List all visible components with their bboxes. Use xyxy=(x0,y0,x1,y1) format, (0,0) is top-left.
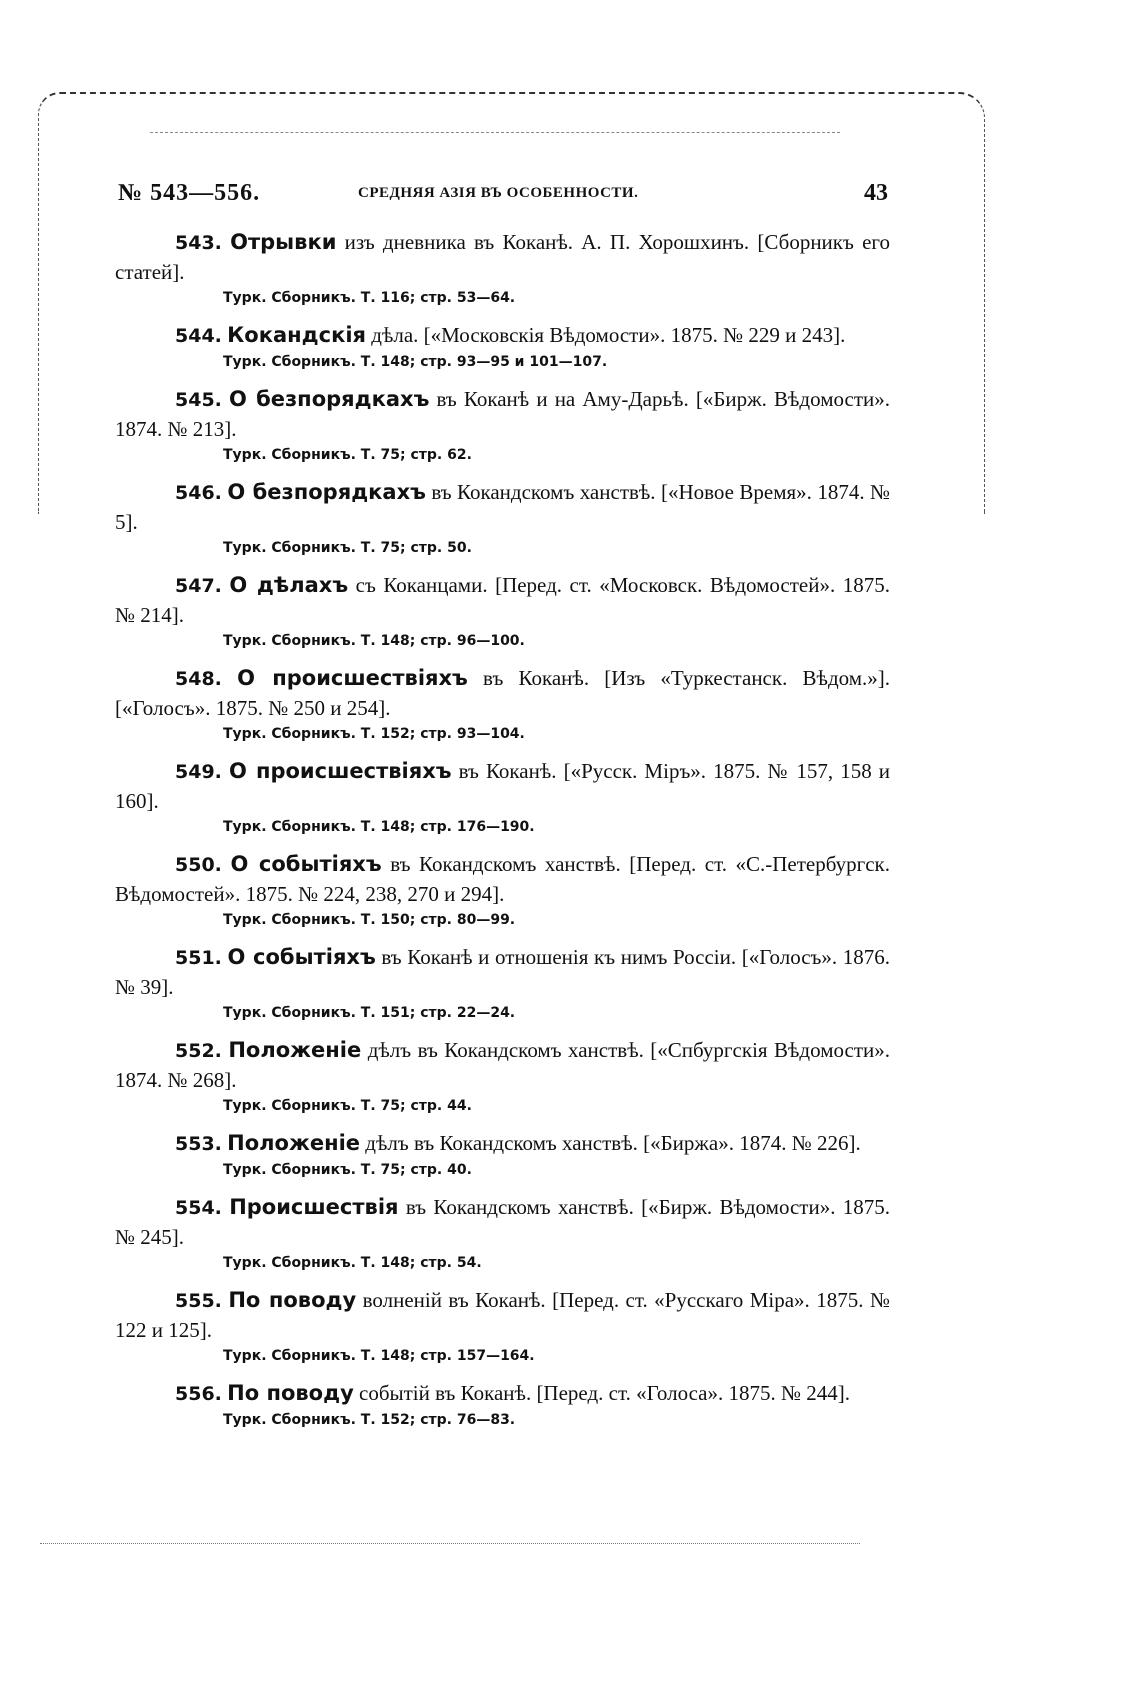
entry-reference: Турк. Сборникъ. Т. 152; стр. 76—83. xyxy=(223,1412,516,1428)
entry-number: 547. xyxy=(175,575,222,597)
bibliography-entry xyxy=(115,757,890,838)
page-number: 43 xyxy=(864,180,888,206)
entry-text xyxy=(115,1193,890,1252)
bibliography-entry xyxy=(115,1286,890,1367)
bibliography-entry xyxy=(115,943,890,1024)
bibliography-entry xyxy=(115,1193,890,1274)
entry-heading: О событіяхъ xyxy=(230,852,382,876)
entry-number: 556. xyxy=(175,1383,222,1405)
entry-description: въ Коканѣ и на Аму-Дарьѣ. [«Бирж. Вѣдомости». 1874. № 213]. xyxy=(115,387,891,441)
entry-reference: Турк. Сборникъ. Т. 151; стр. 22—24. xyxy=(223,1005,516,1021)
entry-heading: О происшествіяхъ xyxy=(228,759,452,783)
entry-heading: О происшествіяхъ xyxy=(237,666,468,690)
bibliography-entry xyxy=(115,1129,890,1181)
entry-description: въ Коканѣ. [«Русск. Міръ». 1875. № 157, 158 и 160]. xyxy=(115,759,891,813)
entry-heading: Положеніе xyxy=(227,1131,361,1155)
entry-description: волненій въ Коканѣ. [Перед. ст. «Русскаго Міра». 1875. № 122 и 125]. xyxy=(115,1288,890,1342)
bibliography-entry xyxy=(115,571,890,652)
entry-description: въ Коканѣ и отношенія къ нимъ Россіи. [«Голосъ». 1876. № 39]. xyxy=(115,945,891,999)
entry-description: дѣлъ въ Кокандскомъ ханствѣ. [«Биржа». 1874. № 226]. xyxy=(365,1131,861,1155)
bibliography-entry xyxy=(115,850,890,931)
entry-text xyxy=(115,943,890,1002)
entry-heading: Положеніе xyxy=(228,1038,362,1062)
bibliography-entry xyxy=(115,1036,890,1117)
entry-text xyxy=(115,1129,890,1159)
bibliography-entry xyxy=(115,1379,890,1431)
entry-heading: О дѣлахъ xyxy=(229,573,349,597)
entry-heading: Происшествія xyxy=(229,1195,399,1219)
entry-text xyxy=(115,1379,890,1409)
bibliography-entry xyxy=(115,664,890,745)
entry-text xyxy=(115,850,890,909)
bibliography-entry xyxy=(115,228,890,309)
entry-text xyxy=(115,228,890,287)
entry-description: изъ дневника въ Коканѣ. А. П. Хорошхинъ. [Сборникъ его статей]. xyxy=(115,230,891,284)
entry-number: 555. xyxy=(175,1290,222,1312)
running-head xyxy=(118,180,888,214)
entry-text xyxy=(115,757,890,816)
entry-heading: По поводу xyxy=(228,1288,357,1312)
entry-reference: Турк. Сборникъ. Т. 116; стр. 53—64. xyxy=(223,290,516,306)
entry-number: 552. xyxy=(175,1040,222,1062)
entry-reference: Турк. Сборникъ. Т. 148; стр. 96—100. xyxy=(223,633,525,649)
entry-number: 554. xyxy=(175,1197,222,1219)
entry-description: въ Коканѣ. [Изъ «Туркестанск. Вѣдом.»]. [«Голосъ». 1875. № 250 и 254]. xyxy=(115,666,891,720)
entry-description: событій въ Коканѣ. [Перед. ст. «Голоса». 1875. № 244]. xyxy=(359,1381,851,1405)
entry-reference: Турк. Сборникъ. Т. 148; стр. 176—190. xyxy=(223,819,535,835)
bibliography-entry xyxy=(115,478,890,559)
entry-reference: Турк. Сборникъ. Т. 148; стр. 93—95 и 101—107. xyxy=(223,354,608,370)
entry-number: 550. xyxy=(175,854,222,876)
frame-dashed-line xyxy=(150,132,840,133)
entry-heading: О событіяхъ xyxy=(227,945,376,969)
entry-number: 548. xyxy=(175,668,222,690)
entry-reference: Турк. Сборникъ. Т. 152; стр. 93—104. xyxy=(223,726,525,742)
entry-heading: Кокандскія xyxy=(227,323,367,347)
entry-text xyxy=(115,664,890,723)
entry-description: дѣлъ въ Кокандскомъ ханствѣ. [«Спбургскія Вѣдомости». 1874. № 268]. xyxy=(115,1038,891,1092)
entry-reference: Турк. Сборникъ. Т. 75; стр. 62. xyxy=(223,447,472,463)
entry-description: съ Коканцами. [Перед. ст. «Московск. Вѣдомостей». 1875. № 214]. xyxy=(115,573,890,627)
entry-text xyxy=(115,385,890,444)
entry-range: № 543—556. xyxy=(118,180,261,206)
entry-heading: По поводу xyxy=(227,1381,354,1405)
bibliography-list xyxy=(115,228,890,1443)
entry-reference: Турк. Сборникъ. Т. 150; стр. 80—99. xyxy=(223,912,516,928)
entry-text xyxy=(115,1286,890,1345)
entry-number: 543. xyxy=(175,232,222,254)
scan-artifact-dots xyxy=(40,1543,860,1544)
entry-number: 546. xyxy=(175,482,222,504)
entry-reference: Турк. Сборникъ. Т. 75; стр. 40. xyxy=(223,1162,472,1178)
entry-text xyxy=(115,1036,890,1095)
entry-description: дѣла. [«Московскія Вѣдомости». 1875. № 229 и 243]. xyxy=(371,323,846,347)
entry-number: 549. xyxy=(175,761,222,783)
bibliography-entry xyxy=(115,321,890,373)
entry-number: 544. xyxy=(175,325,222,347)
entry-number: 551. xyxy=(175,947,222,969)
entry-reference: Турк. Сборникъ. Т. 75; стр. 44. xyxy=(223,1098,472,1114)
entry-description: въ Кокандскомъ ханствѣ. [«Новое Время». 1874. № 5]. xyxy=(115,480,891,534)
section-title: СРЕДНЯЯ АЗІЯ ВЪ ОСОБЕННОСТИ. xyxy=(358,185,639,201)
entry-reference: Турк. Сборникъ. Т. 148; стр. 54. xyxy=(223,1255,482,1271)
entry-number: 553. xyxy=(175,1133,222,1155)
entry-text xyxy=(115,321,890,351)
entry-description: въ Кокандскомъ ханствѣ. [Перед. ст. «С.-Петербургск. Вѣдомостей». 1875. № 224, 238, 270 и 294]. xyxy=(115,852,891,906)
entry-heading: О безпорядкахъ xyxy=(227,480,426,504)
entry-heading: Отрывки xyxy=(230,230,337,254)
entry-text xyxy=(115,478,890,537)
entry-description: въ Кокандскомъ ханствѣ. [«Бирж. Вѣдомости». 1875. № 245]. xyxy=(115,1195,890,1249)
entry-reference: Турк. Сборникъ. Т. 148; стр. 157—164. xyxy=(223,1348,535,1364)
entry-reference: Турк. Сборникъ. Т. 75; стр. 50. xyxy=(223,540,472,556)
entry-text xyxy=(115,571,890,630)
entry-number: 545. xyxy=(175,389,222,411)
bibliography-entry xyxy=(115,385,890,466)
entry-heading: О безпорядкахъ xyxy=(229,387,430,411)
